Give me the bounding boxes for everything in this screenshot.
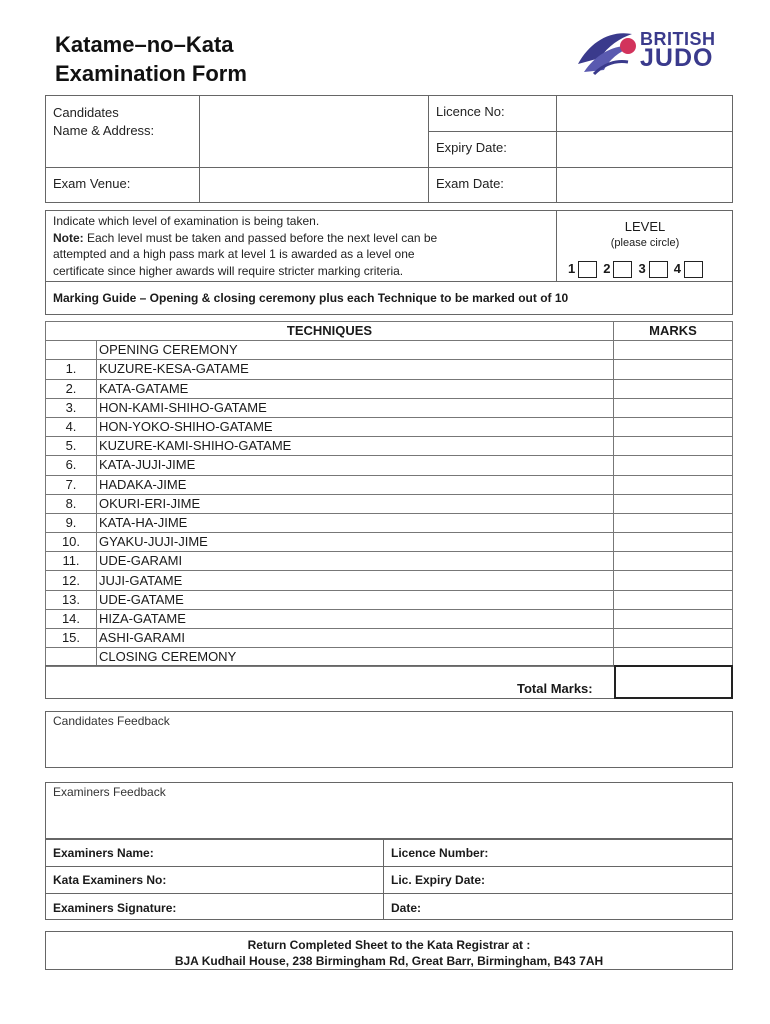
technique-mark-field[interactable] xyxy=(614,590,733,609)
technique-number: 4. xyxy=(46,417,97,436)
candidates-feedback-label: Candidates Feedback xyxy=(53,714,170,728)
technique-row xyxy=(46,513,733,532)
licence-no-field[interactable] xyxy=(557,96,732,131)
technique-number: 8. xyxy=(46,494,97,513)
level-options xyxy=(568,261,709,278)
technique-number: 2. xyxy=(46,379,97,398)
exam-date-field[interactable] xyxy=(557,168,732,202)
techniques-table xyxy=(45,321,733,667)
technique-name: ASHI-GARAMI xyxy=(97,629,614,648)
examiners-feedback-label: Examiners Feedback xyxy=(53,785,166,799)
examiners-signature-label: Examiners Signature: xyxy=(53,901,177,915)
technique-name: OKURI-ERI-JIME xyxy=(97,494,614,513)
name-address-field[interactable] xyxy=(200,96,428,167)
technique-mark-field[interactable] xyxy=(614,379,733,398)
technique-name: HON-YOKO-SHIHO-GATAME xyxy=(97,417,614,436)
technique-name: CLOSING CEREMONY xyxy=(97,648,614,667)
logo-line-2: JUDO xyxy=(640,44,714,72)
technique-number: 9. xyxy=(46,513,97,532)
logo-line-1: BRITISH xyxy=(640,29,716,49)
technique-number: 3. xyxy=(46,398,97,417)
expiry-date-label: Expiry Date: xyxy=(436,140,507,155)
col-techniques-header: TECHNIQUES xyxy=(46,322,614,341)
level-instructions: Indicate which level of examination is being taken. Note: Each level must be taken and passed before the next level can be attempted and a high pass mark at level 1 is awarded as a level one certificate since higher awards will require stricter marking criteria. xyxy=(53,214,438,278)
level-option-4: 4 xyxy=(673,261,681,276)
note-label: Note: xyxy=(53,230,84,245)
technique-mark-field[interactable] xyxy=(614,609,733,628)
kata-examiners-no-label: Kata Examiners No: xyxy=(53,873,167,887)
technique-row xyxy=(46,629,733,648)
technique-name: UDE-GARAMI xyxy=(97,552,614,571)
technique-name: KATA-HA-JIME xyxy=(97,513,614,532)
technique-row xyxy=(46,437,733,456)
technique-mark-field[interactable] xyxy=(614,360,733,379)
technique-mark-field[interactable] xyxy=(614,571,733,590)
technique-row xyxy=(46,475,733,494)
footer-line-2: BJA Kudhail House, 238 Birmingham Rd, Great Barr, Birmingham, B43 7AH xyxy=(174,954,604,968)
technique-row xyxy=(46,398,733,417)
technique-mark-field[interactable] xyxy=(614,417,733,436)
technique-mark-field[interactable] xyxy=(614,513,733,532)
technique-number xyxy=(46,648,97,667)
technique-number: 5. xyxy=(46,437,97,456)
technique-mark-field[interactable] xyxy=(614,341,733,360)
exam-venue-field[interactable] xyxy=(200,168,428,202)
date-label: Date: xyxy=(391,901,422,915)
technique-name: GYAKU-JUJI-JIME xyxy=(97,533,614,552)
technique-row xyxy=(46,341,733,360)
technique-row xyxy=(46,494,733,513)
technique-row xyxy=(46,648,733,667)
technique-mark-field[interactable] xyxy=(614,475,733,494)
lic-expiry-date-label: Lic. Expiry Date: xyxy=(391,873,486,887)
technique-name: HIZA-GATAME xyxy=(97,609,614,628)
technique-number: 7. xyxy=(46,475,97,494)
level-title: LEVEL xyxy=(624,219,666,234)
technique-name: UDE-GATAME xyxy=(97,590,614,609)
marking-guide: Marking Guide – Opening & closing ceremony plus each Technique to be marked out of 10 xyxy=(53,291,569,305)
table-header-row xyxy=(46,322,733,341)
technique-row xyxy=(46,571,733,590)
level-2-checkbox[interactable] xyxy=(613,261,632,278)
technique-number: 10. xyxy=(46,533,97,552)
technique-row xyxy=(46,456,733,475)
technique-row xyxy=(46,417,733,436)
technique-name: KATA-JUJI-JIME xyxy=(97,456,614,475)
total-marks-label: Total Marks: xyxy=(517,681,593,696)
technique-number: 14. xyxy=(46,609,97,628)
technique-mark-field[interactable] xyxy=(614,398,733,417)
level-option-2: 2 xyxy=(603,261,611,276)
licence-number-label: Licence Number: xyxy=(391,846,489,860)
title-line-1: Katame–no–Kata xyxy=(55,32,234,57)
technique-row xyxy=(46,590,733,609)
technique-number: 1. xyxy=(46,360,97,379)
licence-no-label: Licence No: xyxy=(436,104,505,119)
logo-wordmark xyxy=(640,29,716,72)
examiners-name-label: Examiners Name: xyxy=(53,846,154,860)
level-subtitle: (please circle) xyxy=(610,237,680,249)
level-option-1: 1 xyxy=(568,261,576,276)
technique-row xyxy=(46,609,733,628)
technique-name: JUJI-GATAME xyxy=(97,571,614,590)
technique-name: KATA-GATAME xyxy=(97,379,614,398)
technique-mark-field[interactable] xyxy=(614,629,733,648)
technique-name: OPENING CEREMONY xyxy=(97,341,614,360)
name-address-label: Candidates Name & Address: xyxy=(53,105,155,138)
technique-number xyxy=(46,341,97,360)
level-4-checkbox[interactable] xyxy=(684,261,703,278)
level-3-checkbox[interactable] xyxy=(649,261,668,278)
footer-line-1: Return Completed Sheet to the Kata Registrar at : xyxy=(247,938,531,952)
level-option-3: 3 xyxy=(638,261,646,276)
technique-row xyxy=(46,360,733,379)
technique-number: 12. xyxy=(46,571,97,590)
technique-mark-field[interactable] xyxy=(614,456,733,475)
technique-mark-field[interactable] xyxy=(614,533,733,552)
technique-name: KUZURE-KAMI-SHIHO-GATAME xyxy=(97,437,614,456)
title-line-2: Examination Form xyxy=(55,61,247,86)
technique-number: 6. xyxy=(46,456,97,475)
expiry-date-field[interactable] xyxy=(557,132,732,167)
technique-mark-field[interactable] xyxy=(614,437,733,456)
col-marks-header: MARKS xyxy=(614,322,733,341)
exam-venue-label: Exam Venue: xyxy=(53,176,131,191)
technique-mark-field[interactable] xyxy=(614,552,733,571)
level-1-checkbox[interactable] xyxy=(578,261,597,278)
technique-number: 15. xyxy=(46,629,97,648)
technique-number: 11. xyxy=(46,552,97,571)
technique-number: 13. xyxy=(46,590,97,609)
technique-name: KUZURE-KESA-GATAME xyxy=(97,360,614,379)
technique-row xyxy=(46,533,733,552)
technique-mark-field[interactable] xyxy=(614,494,733,513)
total-marks-field[interactable] xyxy=(614,665,733,699)
technique-mark-field[interactable] xyxy=(614,648,733,667)
exam-date-label: Exam Date: xyxy=(436,176,504,191)
technique-name: HON-KAMI-SHIHO-GATAME xyxy=(97,398,614,417)
technique-row xyxy=(46,552,733,571)
page-title xyxy=(55,30,247,88)
technique-row xyxy=(46,379,733,398)
technique-name: HADAKA-JIME xyxy=(97,475,614,494)
